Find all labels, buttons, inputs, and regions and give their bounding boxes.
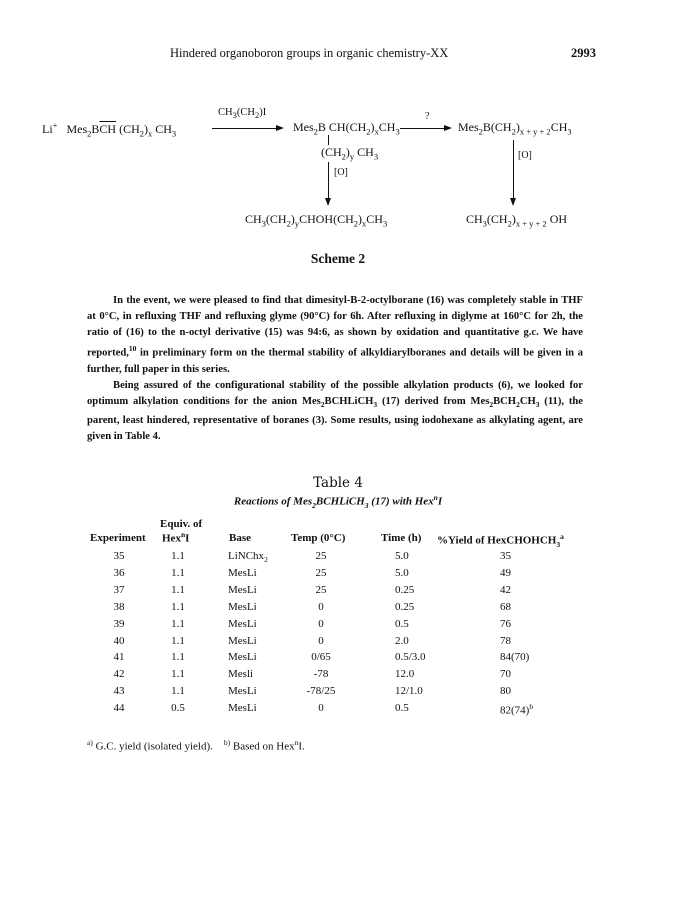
scheme-label: Scheme 2 xyxy=(310,251,366,266)
header-equiv-line2: Hex$^n$I xyxy=(162,530,190,545)
cell-temp: 25 xyxy=(315,583,327,596)
secondary-alcohol: $CH_3(CH_2)_yCHOH(CH_2)_xCH_3$ xyxy=(245,212,388,229)
cell-exp: 37 xyxy=(113,583,125,596)
body-text xyxy=(87,293,583,445)
cell-time: 5.0 xyxy=(395,566,409,579)
cell-yield: 68 xyxy=(500,600,511,613)
oxidant-right: [O] xyxy=(518,150,532,161)
question-mark: ? xyxy=(425,111,430,122)
cell-equiv: 1.1 xyxy=(171,617,185,630)
cell-exp: 43 xyxy=(113,685,125,698)
cell-yield: 35 xyxy=(500,550,511,562)
cell-base: MesLi xyxy=(228,634,257,647)
cell-temp: 0 xyxy=(318,702,324,715)
oxidant-left: [O] xyxy=(334,167,348,178)
running-title: Hindered organoboron groups in organic chemistry-XX xyxy=(170,46,449,60)
cell-equiv: 1.1 xyxy=(171,668,185,681)
header-temp: Temp (0°C) xyxy=(291,532,346,544)
product-primary-borane: $Mes_2B(CH_2)_{x + y + 2}CH_3$ xyxy=(458,120,572,137)
product-branch: $(CH_2)_y$ $CH_3$ xyxy=(321,145,379,162)
cell-yield: 84(70) xyxy=(500,651,530,664)
cell-base: Mesli xyxy=(228,668,254,681)
cell-base: MesLi xyxy=(228,617,257,630)
table-title: Table 4 xyxy=(313,475,363,491)
header-yield: %Yield of HexCHOHCH$_3^a$ xyxy=(437,532,564,549)
cell-yield: 80 xyxy=(500,685,511,698)
cell-time: 0.5/3.0 xyxy=(395,651,426,664)
footnotes: $^{a)}$ G.C. yield (isolated yield). $^{b)}$ Based on Hex$^n$I. xyxy=(87,738,305,753)
cell-base: MesLi xyxy=(228,651,257,664)
cell-base: LiNChx$_2$ xyxy=(228,550,268,565)
cell-equiv: 0.5 xyxy=(171,702,185,715)
header-time: Time (h) xyxy=(381,532,422,544)
header-base: Base xyxy=(229,532,251,544)
reactant: Li+ $Mes_2B\overline{CH}$ $(CH_2)_x$ $CH_3$ xyxy=(42,120,177,139)
cell-equiv: 1.1 xyxy=(171,550,185,562)
cell-equiv: 1.1 xyxy=(171,583,185,596)
header-experiment: Experiment xyxy=(90,532,146,544)
cell-temp: -78 xyxy=(313,668,329,681)
cell-yield: 42 xyxy=(500,583,511,596)
cell-exp: 39 xyxy=(113,617,125,630)
cell-temp: 0/65 xyxy=(311,651,331,664)
reaction-scheme xyxy=(0,0,676,260)
cell-temp: 25 xyxy=(315,550,327,562)
cell-temp: 25 xyxy=(315,566,327,579)
cell-base: MesLi xyxy=(228,583,257,596)
cell-temp: 0 xyxy=(318,617,324,630)
cell-equiv: 1.1 xyxy=(171,651,185,664)
cell-time: 0.5 xyxy=(395,702,409,715)
cell-time: 0.5 xyxy=(395,617,409,630)
branch-bond xyxy=(328,135,329,145)
cell-exp: 41 xyxy=(113,651,125,664)
oxidation-arrow-left xyxy=(328,162,329,204)
cell-yield: 70 xyxy=(500,668,511,681)
cell-yield: $82(74)^b$ xyxy=(500,702,534,717)
cell-time: 0.25 xyxy=(395,583,415,596)
cell-exp: 35 xyxy=(113,550,125,562)
cell-base: MesLi xyxy=(228,566,257,579)
cell-time: 5.0 xyxy=(395,550,409,562)
reaction-arrow-1 xyxy=(212,128,282,129)
cell-temp: 0 xyxy=(318,600,324,613)
paragraph-1: In the event, we were pleased to find that dimesityl-B-2-octylborane (16) was completely stable in THF at 0°C, in refluxing THF and refluxing glyme (90°C) for 6h. After refluxing in diglyme at 160°C for 2h, the ratio of (16) to the n-octyl derivative (15) was 94:6, as shown by oxidation and quantitative g.c. We have reported,$^{10}$ in preliminary form on the thermal stability of alkyldiarylboranes and details will be given in a further, full paper in this series. xyxy=(87,295,583,375)
cell-base: MesLi xyxy=(228,600,257,613)
cell-equiv: 1.1 xyxy=(171,566,185,579)
page-number: 2993 xyxy=(571,46,596,60)
cell-temp: 0 xyxy=(318,634,324,647)
cell-equiv: 1.1 xyxy=(171,600,185,613)
cell-exp: 42 xyxy=(113,668,125,681)
cell-yield: 78 xyxy=(500,634,511,647)
header-equiv-line1: Equiv. of xyxy=(160,518,203,530)
paragraph-2: Being assured of the configurational stability of the possible alkylation products (6), we looked for optimum alkylation conditions for the anion Mes$_2$BCHLiCH$_3$ (17) derived from $Mes_2BCH_2CH_3$ (11), the parent, least hindered, representative of boranes (3). Some results, using iodohexane as alkylating agent, are given in Table 4. xyxy=(87,379,584,442)
cell-time: 12/1.0 xyxy=(395,685,423,698)
cell-temp: -78/25 xyxy=(306,685,336,698)
product-secondary-borane: Mes$_2$B $CH(CH_2)_xCH_3$ xyxy=(293,120,400,137)
reagent-label: $CH_3(CH_2)I$ xyxy=(218,107,267,121)
reaction-arrow-2 xyxy=(400,128,450,129)
cell-base: MesLi xyxy=(228,702,257,715)
cell-yield: 76 xyxy=(500,617,511,630)
cell-time: 2.0 xyxy=(395,634,409,647)
cell-equiv: 1.1 xyxy=(171,634,185,647)
oxidation-arrow-right xyxy=(513,140,514,204)
cell-exp: 38 xyxy=(113,600,125,613)
cell-exp: 44 xyxy=(113,702,125,715)
cell-exp: 36 xyxy=(113,566,125,579)
cell-exp: 40 xyxy=(113,634,125,647)
cell-time: 0.25 xyxy=(395,600,415,613)
cell-base: MesLi xyxy=(228,685,257,698)
primary-alcohol: $CH_3(CH_2)_{x + y + 2}$ OH xyxy=(466,212,568,229)
cell-equiv: 1.1 xyxy=(171,685,185,698)
cell-time: 12.0 xyxy=(395,668,415,681)
cell-yield: 49 xyxy=(500,566,511,579)
table-subtitle: Reactions of Mes$_2$BCHLiCH$_3$ (17) with Hex$^n$I xyxy=(233,493,443,510)
